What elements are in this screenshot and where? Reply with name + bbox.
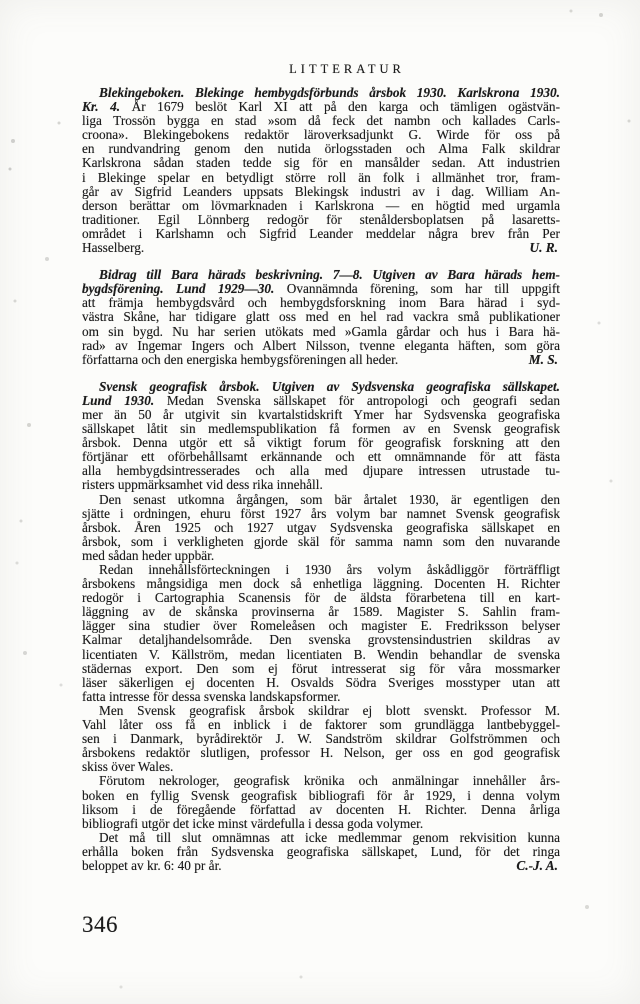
body-text-run: risters uppmärksamhet vid dess rika innehåll. [82, 478, 323, 493]
text-line [82, 436, 560, 450]
text-line [82, 789, 560, 803]
body-text-run: Men Svensk geografisk årsbok skildrar ej blott svenskt. Professor M. [99, 703, 560, 718]
review-bidrag-till-bara-harads-beskrivning [82, 268, 560, 367]
body-text-run: förtjänar ett oförbehållsamt erkännande och ett omnämnande för att fästa [82, 450, 560, 465]
body-text-run: mer än 50 år utgivit sin kvartalstidskrift Ymer har Sydsvenska geografiska [82, 407, 560, 422]
text-line [82, 339, 560, 353]
text-line [82, 732, 560, 746]
text-line [82, 648, 560, 662]
body-text-run: boken en fyllig Svensk geografisk bibliografi för år 1929, i denna volym [82, 788, 560, 803]
reviewer-initials: U. R. [529, 241, 558, 256]
text-line [82, 577, 560, 591]
body-text-run: att främja hembygdsvård och hembygdsforskning inom Bara härad i syd- [82, 296, 560, 311]
text-line [82, 310, 560, 324]
body-text-run: croona». Blekingebokens redaktör läroverksadjunkt G. Wirde för oss på [82, 128, 560, 143]
text-block [82, 86, 560, 886]
body-text-run: Den senast utkomna årgången, som bär årtalet 1930, är egentligen den [99, 492, 560, 507]
text-line [82, 549, 560, 563]
body-text-run: traditioner. Egil Lönnberg redogör för stenåldersboplatsen på lasaretts- [82, 212, 560, 227]
text-line [82, 803, 560, 817]
body-text-run: År 1679 beslöt Karl XI att på den karga och tämligen ogästvän- [120, 100, 560, 115]
text-line [82, 408, 560, 422]
title-text-run: Blekingeboken. Blekinge hembygdsförbunds årsbok 1930. Karlskrona 1930. [99, 86, 560, 100]
body-text-run: Kalmar detaljhandelsområde. Den svenska grovstensindustrien skildras av [82, 633, 560, 648]
body-text-run: rad» av Ingemar Ingers och Albert Nilsson, tvenne eleganta häften, som göra [82, 338, 560, 353]
text-line [82, 128, 560, 142]
text-line [82, 464, 560, 478]
body-text-run: städernas export. Den som ej förut intresserat sig för våra mossmarker [82, 661, 560, 676]
review-blekingeboken [82, 86, 560, 255]
body-text-run: går av Sigfrid Leanders uppsats Blekingsk industri av i dag. William An- [82, 184, 560, 199]
body-text-run: läser säkerligen ej docenten H. Osvalds Södra Sveriges mosstyper utan att [82, 675, 560, 690]
text-line [82, 619, 560, 633]
text-line [82, 100, 560, 114]
body-text-run: en rundvandring genom den nutida örlogsstaden och Alma Falk skildrar [82, 142, 560, 157]
body-text-run: årsbok. Denna utgör ett så viktigt forum för geografisk forskning att den [82, 436, 560, 451]
body-text-run: årsbok, som i verkligheten gjorde skäl för samma namn som den nuvarande [82, 534, 560, 549]
text-line [82, 185, 560, 199]
text-line [82, 394, 560, 408]
body-text-run: bibliografi utgör det icke minst värdefulla i dessa goda volymer. [82, 816, 424, 831]
text-line [82, 353, 560, 367]
text-line [82, 156, 560, 170]
title-text-run: Lund 1930. [82, 393, 155, 408]
text-line [82, 296, 560, 310]
text-line [82, 704, 560, 718]
body-text-run: Det må till slut omnämnas att icke medlemmar genom rekvisition kunna [99, 830, 560, 845]
body-text-run: skiss över Wales. [82, 760, 174, 775]
body-text-run: i Blekinge spelar en betydligt större roll än folk i allmänhet tror, fram- [82, 170, 560, 185]
body-text-run: med sådan heder uppbär. [82, 548, 215, 563]
body-text-run: beloppet av kr. 6: 40 pr år. [82, 858, 222, 873]
text-line [82, 380, 560, 394]
body-text-run: licentiaten V. Källström, medan licentiaten B. Wendin behandlar de svenska [82, 647, 560, 662]
text-line [82, 227, 560, 241]
text-line [82, 605, 560, 619]
body-text-run: området i Karlshamn och Sigfrid Leander meddelar några brev från Per [82, 226, 560, 241]
scan-noise [0, 0, 2, 2]
text-line [82, 241, 560, 255]
body-text-run: författarna och den energiska hembygsföreningen all heder. [82, 352, 399, 367]
body-text-run: sällskapet låtit sin medlemspublikation få formen av en Svensk geografisk [82, 422, 560, 437]
text-line [82, 507, 560, 521]
body-text-run: årsbok. Åren 1925 och 1927 utgav Sydsvenska geografiska sällskapet en [82, 520, 560, 535]
text-line [82, 282, 560, 296]
text-line [82, 817, 560, 831]
text-line [82, 450, 560, 464]
body-text-run: om sin bygd. Nu har serien utökats med »Gamla gårdar och hus i Bara hä- [82, 324, 560, 339]
reviewer-initials: M. S. [528, 352, 558, 367]
text-line [82, 662, 560, 676]
text-line [82, 746, 560, 760]
text-line [82, 760, 560, 774]
text-line [82, 493, 560, 507]
body-text-run: alla hembygdsintresserades och alla med djupare intressen utrustade tu- [82, 464, 560, 479]
body-text-run: västra Skåne, har tidigare glatt oss med en hel rad vackra små publikationer [82, 310, 560, 325]
body-text-run: Ovannämnda förening, som har till uppgift [274, 282, 560, 297]
section-heading: LITTERATUR [289, 62, 405, 76]
body-text-run: Redan innehållsförteckningen i 1930 års volym åskådliggör förträffligt [99, 563, 560, 577]
text-line [82, 718, 560, 732]
text-line [82, 633, 560, 647]
body-text-run: erhålla boken från Sydsvenska geografiska sällskapet, Lund, för det ringa [82, 844, 560, 859]
body-text-run: lägger sina studier över Romeleåsen och magister E. Fredriksson belyser [82, 619, 560, 634]
title-text-run: Bidrag till Bara härads beskrivning. 7—8. Utgiven av Bara härads hem- [99, 268, 560, 283]
text-line [82, 171, 560, 185]
text-line [82, 199, 560, 213]
text-line [82, 676, 560, 690]
text-line [82, 142, 560, 156]
body-text-run: Medan Svenska sällskapet för antropologi och geografi sedan [154, 393, 560, 408]
text-line [82, 859, 560, 873]
body-text-run: liga Trossön bygga en stad »som då feck det nambn och kallades Carls- [82, 114, 560, 129]
body-text-run: derson berättar om lövmarknaden i Karlskrona — en högtid med urgamla [82, 198, 560, 213]
title-text-run: Svensk geografisk årsbok. Utgiven av Sydsvenska geografiska sällskapet. [99, 379, 560, 394]
text-line [82, 86, 560, 100]
body-text-run: fatta intresse för dessa svenska landskapsformer. [82, 689, 341, 704]
review-svensk-geografisk-arsbok [82, 380, 560, 873]
body-text-run: Vahl låter oss få en inblick i de faktorer som grundlägga lantbebyggel- [82, 718, 560, 733]
title-text-run: Kr. 4. [82, 100, 121, 115]
body-text-run: årsbokens redaktör slutligen, professor H. Nelson, ger oss en god geografisk [82, 746, 560, 761]
text-line [82, 831, 560, 845]
title-text-run: bygdsförening. Lund 1929—30. [82, 282, 275, 297]
body-text-run: Förutom nekrologer, geografisk krönika och anmälningar innehåller års- [99, 774, 560, 789]
body-text-run: redogör i Cartographia Scanensis för de äldsta förarbetena till en kart- [82, 591, 560, 606]
text-line [82, 535, 560, 549]
body-text-run: Karlskrona sådan staden tedde sig för en mansålder sedan. Att industrien [82, 156, 560, 171]
page-number: 346 [82, 912, 118, 937]
text-line [82, 521, 560, 535]
text-line [82, 114, 560, 128]
body-text-run: liksom i de föregående författad av docenten H. Richter. Denna årliga [82, 802, 560, 817]
text-line [82, 563, 560, 577]
text-line [82, 268, 560, 282]
text-line [82, 422, 560, 436]
text-line [82, 690, 560, 704]
body-text-run: läggning av de skånska provinserna år 1589. Magister S. Sahlin fram- [82, 605, 560, 620]
text-line [82, 325, 560, 339]
body-text-run: sjätte i ordningen, ehuru först 1927 års volym bar namnet Svensk geografisk [82, 506, 560, 521]
body-text-run: sen i Danmark, byrådirektör J. W. Sandström skildrar Golfströmmen och [82, 732, 560, 747]
text-line [82, 591, 560, 605]
body-text-run: årsbokens mångsidiga men dock så enhetliga läggning. Docenten H. Richter [82, 577, 560, 592]
text-line [82, 213, 560, 227]
text-line [82, 478, 560, 492]
reviewer-initials: C.-J. A. [516, 858, 558, 873]
text-line [82, 774, 560, 788]
text-line [82, 845, 560, 859]
body-text-run: Hasselberg. [82, 241, 145, 256]
